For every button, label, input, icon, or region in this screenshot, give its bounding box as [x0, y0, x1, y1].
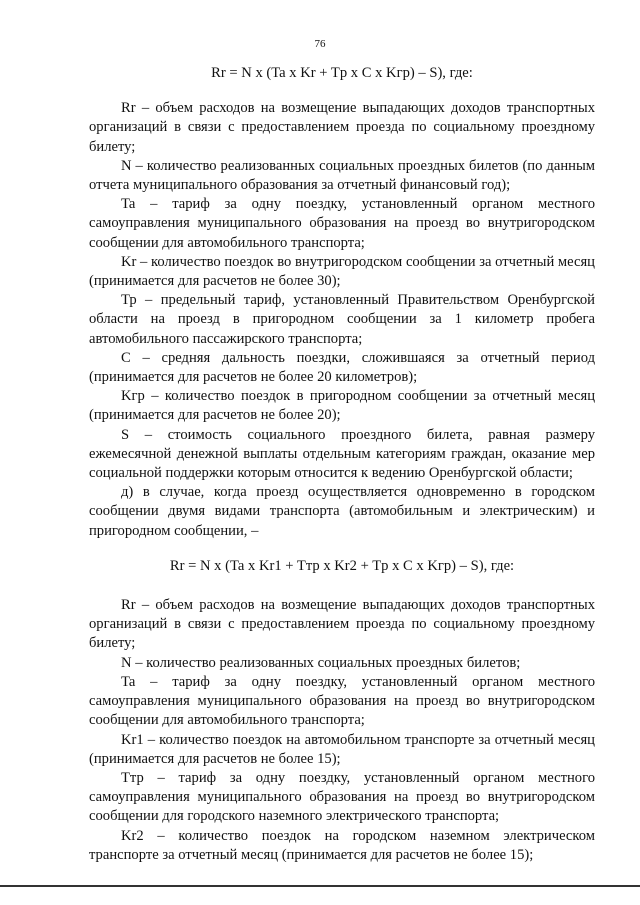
formula-1: Rr = N x (Ta x Kr + Tp x C x Kгр) – S), где:	[211, 65, 473, 81]
definition-kr: Kr – количество поездок во внутригородском сообщении за отчетный месяц (принимается для расчетов не более 30);	[89, 253, 595, 290]
definition-n: N – количество реализованных социальных проездных билетов (по данным отчета муниципального образования за отчетный финансовый год);	[89, 157, 595, 194]
definition-kr2: Kr2 – количество поездок на городском наземном электрическом транспорте за отчетный месяц (принимается для расчетов не более 15);	[89, 827, 595, 863]
document-body	[89, 64, 595, 865]
definition-n-2: N – количество реализованных социальных проездных билетов;	[121, 654, 521, 671]
page-number: 76	[314, 38, 326, 50]
definition-rr: Rr – объем расходов на возмещение выпадающих доходов транспортных организаций в связи с предоставлением проезда по социальному проездному билету;	[89, 100, 595, 155]
definition-s: S – стоимость социального проездного билета, равная размеру ежемесячной денежной выплаты отдельным категориям граждан, оказание мер социальной поддержки которым относится к ведению Оренбургской области;	[89, 426, 595, 482]
definition-ttr: Tтр – тариф за одну поездку, установленный органом местного самоуправления муниципального образования на проезд во внутригородском сообщении для городского наземного электрического транспорта;	[89, 769, 595, 825]
definition-rr-2: Rr – объем расходов на возмещение выпадающих доходов транспортных организаций в связи с предоставлением проезда по социальному проездному билету;	[89, 597, 595, 652]
clause-d: д) в случае, когда проезд осуществляется одновременно в городском сообщении двумя видами транспорта (автомобильным и электрическим) и пригородном сообщении, –	[89, 484, 595, 539]
definition-c: С – средняя дальность поездки, сложившаяся за отчетный период (принимается для расчетов не более 20 километров);	[89, 349, 595, 386]
definition-kr1: Kr1 – количество поездок на автомобильном транспорте за отчетный месяц (принимается для расчетов не более 15);	[89, 731, 595, 767]
definition-tp: Тр – предельный тариф, установленный Правительством Оренбургской области на проезд в пригородном сообщении за 1 километр пробега автомобильного пассажирского транспорта;	[89, 292, 595, 347]
bottom-rule	[0, 885, 640, 887]
definition-ta-2: Ta – тариф за одну поездку, установленный органом местного самоуправления муниципального образования на проезд во внутригородском сообщении для автомобильного транспорта;	[89, 673, 595, 729]
definition-ta: Ta – тариф за одну поездку, установленный органом местного самоуправления муниципального образования на проезд во внутригородском сообщении для автомобильного транспорта;	[89, 196, 595, 251]
definition-kgr: Kгр – количество поездок в пригородном сообщении за отчетный месяц (принимается для расчетов не более 20);	[89, 388, 595, 424]
formula-2: Rr = N x (Ta x Kr1 + Tтр x Kr2 + Tp x C x Kгр) – S), где:	[169, 557, 515, 574]
